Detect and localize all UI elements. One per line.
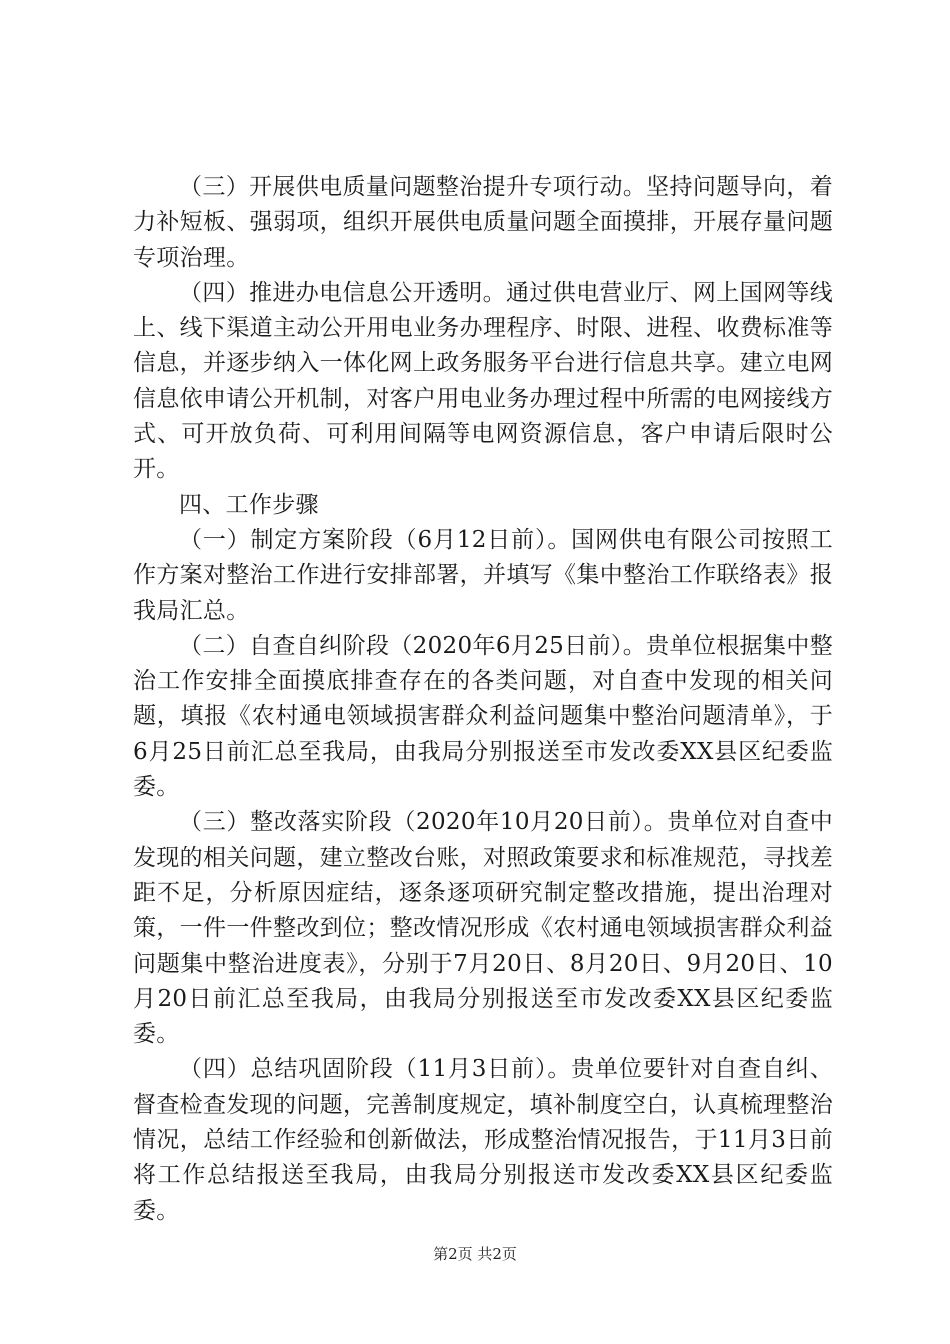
document-body xyxy=(133,170,833,1229)
section-heading-work-steps: 四、工作步骤 xyxy=(179,491,319,518)
paragraph-step-self-check: （二）自查自纠阶段（2020年6月25日前）。贵单位根据集中整治工作安排全面摸底排查存在的各类问题，对自查中发现的相关问题，填报《农村通电领域损害群众利益问题集中整治问题清单》，于6月25日前汇总至我局，由我局分别报送至市发改委XX县区纪委监委。 xyxy=(133,632,833,801)
paragraph-step-summary: （四）总结巩固阶段（11月3日前）。贵单位要针对自查自纠、督查检查发现的问题，完善制度规定，填补制度空白，认真梳理整治情况，总结工作经验和创新做法，形成整治情况报告，于11月3日前将工作总结报送至我局，由我局分别报送市发改委XX县区纪委监委。 xyxy=(133,1056,833,1224)
paragraph-info-disclosure: （四）推进办电信息公开透明。通过供电营业厅、网上国网等线上、线下渠道主动公开用电业务办理程序、时限、进程、收费标准等信息，并逐步纳入一体化网上政务服务平台进行信息共享。建立电网信息依申请公开机制，对客户用电业务办理过程中所需的电网接线方式、可开放负荷、可利用间隔等电网资源信息，客户申请后限时公开。 xyxy=(133,279,833,483)
page-number-footer: 第2页 共2页 xyxy=(433,1245,517,1263)
paragraph-step-rectification: （三）整改落实阶段（2020年10月20日前）。贵单位对自查中发现的相关问题，建立整改台账，对照政策要求和标准规范，寻找差距不足，分析原因症结，逐条逐项研究制定整改措施，提出治理对策，一件一件整改到位；整改情况形成《农村通电领域损害群众利益问题集中整治进度表》，分别于7月20日、8月20日、9月20日、10月20日前汇总至我局，由我局分别报送至市发改委XX县区纪委监委。 xyxy=(133,809,833,1048)
paragraph-step-plan: （一）制定方案阶段（6月12日前）。国网供电有限公司按照工作方案对整治工作进行安排部署，并填写《集中整治工作联络表》报我局汇总。 xyxy=(133,526,833,624)
paragraph-supply-quality: （三）开展供电质量问题整治提升专项行动。坚持问题导向，着力补短板、强弱项，组织开展供电质量问题全面摸排，开展存量问题专项治理。 xyxy=(133,174,833,271)
